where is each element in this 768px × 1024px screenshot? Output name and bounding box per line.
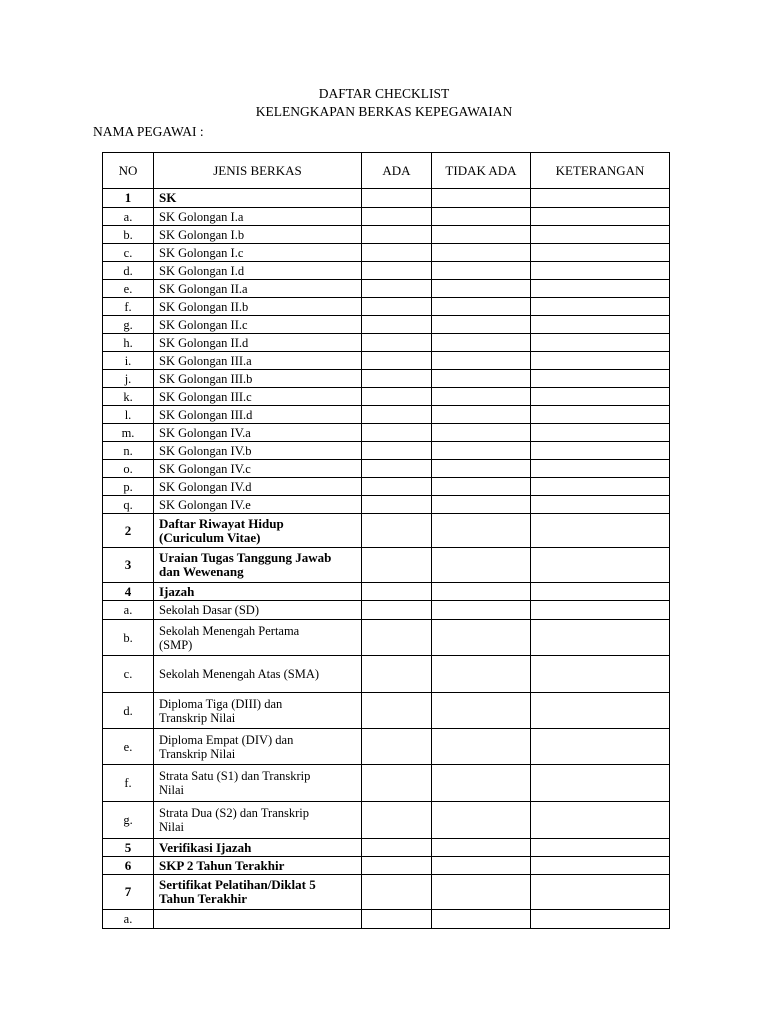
document-type xyxy=(154,548,362,583)
row-number: f. xyxy=(103,765,154,802)
row-number: c. xyxy=(103,244,154,262)
document-type xyxy=(154,496,362,514)
document-type-line: SK Golongan I.c xyxy=(159,245,244,260)
document-type xyxy=(154,514,362,548)
ada-cell xyxy=(362,334,432,352)
table-row xyxy=(103,656,670,693)
row-number: p. xyxy=(103,478,154,496)
table-row xyxy=(103,601,670,620)
document-type-line: SK Golongan I.b xyxy=(159,227,245,242)
ada-cell xyxy=(362,548,432,583)
document-type xyxy=(154,620,362,656)
tidak-ada-cell xyxy=(432,729,531,765)
keterangan-cell xyxy=(531,262,670,280)
document-type-line: SK Golongan II.a xyxy=(159,281,248,296)
table-row xyxy=(103,693,670,729)
table-row xyxy=(103,729,670,765)
document-type-line: SK Golongan IV.d xyxy=(159,479,252,494)
document-type xyxy=(154,244,362,262)
ada-cell xyxy=(362,839,432,857)
document-type-line: dan Wewenang xyxy=(159,564,244,579)
keterangan-cell xyxy=(531,316,670,334)
tidak-ada-cell xyxy=(432,262,531,280)
keterangan-cell xyxy=(531,442,670,460)
tidak-ada-cell xyxy=(432,802,531,839)
tidak-ada-cell xyxy=(432,656,531,693)
keterangan-cell xyxy=(531,352,670,370)
table-body xyxy=(103,189,670,929)
keterangan-cell xyxy=(531,601,670,620)
table-row xyxy=(103,406,670,424)
document-type xyxy=(154,839,362,857)
keterangan-cell xyxy=(531,802,670,839)
table-row xyxy=(103,226,670,244)
keterangan-cell xyxy=(531,620,670,656)
ada-cell xyxy=(362,910,432,929)
ada-cell xyxy=(362,656,432,693)
row-number: h. xyxy=(103,334,154,352)
document-type-line: SK Golongan IV.c xyxy=(159,461,251,476)
document-type-line: SK Golongan IV.b xyxy=(159,443,252,458)
ada-cell xyxy=(362,765,432,802)
keterangan-cell xyxy=(531,370,670,388)
document-type-line: Uraian Tugas Tanggung Jawab xyxy=(159,550,332,565)
row-number: e. xyxy=(103,729,154,765)
keterangan-cell xyxy=(531,583,670,601)
keterangan-cell xyxy=(531,244,670,262)
document-type xyxy=(154,729,362,765)
table-row xyxy=(103,765,670,802)
document-type-line: SK Golongan III.c xyxy=(159,389,252,404)
keterangan-cell xyxy=(531,334,670,352)
table-row xyxy=(103,583,670,601)
ada-cell xyxy=(362,693,432,729)
ada-cell xyxy=(362,601,432,620)
document-type-line: SK xyxy=(159,190,177,205)
ada-cell xyxy=(362,424,432,442)
keterangan-cell xyxy=(531,693,670,729)
document-type-line: SK Golongan III.d xyxy=(159,407,253,422)
ada-cell xyxy=(362,352,432,370)
document-type xyxy=(154,478,362,496)
document-type-line: Nilai xyxy=(159,783,184,797)
ada-cell xyxy=(362,406,432,424)
document-type xyxy=(154,601,362,620)
document-type xyxy=(154,442,362,460)
row-number: f. xyxy=(103,298,154,316)
tidak-ada-cell xyxy=(432,280,531,298)
row-number: l. xyxy=(103,406,154,424)
table-row xyxy=(103,460,670,478)
table-row xyxy=(103,910,670,929)
keterangan-cell xyxy=(531,460,670,478)
document-subtitle: KELENGKAPAN BERKAS KEPEGAWAIAN xyxy=(255,104,513,119)
tidak-ada-cell xyxy=(432,370,531,388)
document-type xyxy=(154,460,362,478)
table-row xyxy=(103,189,670,208)
keterangan-cell xyxy=(531,857,670,875)
tidak-ada-cell xyxy=(432,583,531,601)
document-type xyxy=(154,370,362,388)
tidak-ada-cell xyxy=(432,620,531,656)
column-header-no: NO xyxy=(103,153,154,189)
tidak-ada-cell xyxy=(432,857,531,875)
ada-cell xyxy=(362,370,432,388)
row-number: o. xyxy=(103,460,154,478)
row-number: g. xyxy=(103,316,154,334)
document-type xyxy=(154,226,362,244)
row-number: c. xyxy=(103,656,154,693)
ada-cell xyxy=(362,875,432,910)
table-row xyxy=(103,388,670,406)
document-type-line: SK Golongan IV.e xyxy=(159,497,251,512)
ada-cell xyxy=(362,442,432,460)
row-number: 6 xyxy=(103,857,154,875)
document-type xyxy=(154,583,362,601)
table-row xyxy=(103,280,670,298)
tidak-ada-cell xyxy=(432,298,531,316)
document-type-line: SK Golongan I.d xyxy=(159,263,245,278)
keterangan-cell xyxy=(531,424,670,442)
row-number: 4 xyxy=(103,583,154,601)
ada-cell xyxy=(362,208,432,226)
document-type xyxy=(154,857,362,875)
keterangan-cell xyxy=(531,656,670,693)
table-row xyxy=(103,244,670,262)
keterangan-cell xyxy=(531,388,670,406)
document-type-line: SKP 2 Tahun Terakhir xyxy=(159,857,285,873)
ada-cell xyxy=(362,262,432,280)
row-number: 3 xyxy=(103,548,154,583)
document-type-line: Transkrip Nilai xyxy=(159,710,236,725)
table-row xyxy=(103,424,670,442)
document-type-line: Sekolah Menengah Pertama xyxy=(159,623,300,638)
keterangan-cell xyxy=(531,910,670,929)
row-number: a. xyxy=(103,910,154,929)
document-type-line: Diploma Tiga (DIII) dan xyxy=(159,696,283,711)
document-type-line: SK Golongan II.b xyxy=(159,299,249,314)
row-number: a. xyxy=(103,208,154,226)
tidak-ada-cell xyxy=(432,514,531,548)
row-number: q. xyxy=(103,496,154,514)
employee-name-label: NAMA PEGAWAI : xyxy=(93,124,204,139)
ada-cell xyxy=(362,244,432,262)
ada-cell xyxy=(362,620,432,656)
table-row xyxy=(103,514,670,548)
keterangan-cell xyxy=(531,875,670,910)
tidak-ada-cell xyxy=(432,406,531,424)
row-number: 5 xyxy=(103,839,154,857)
table-row xyxy=(103,370,670,388)
table-row xyxy=(103,548,670,583)
document-type xyxy=(154,262,362,280)
document-type-line: Verifikasi Ijazah xyxy=(159,839,252,855)
row-number: e. xyxy=(103,280,154,298)
ada-cell xyxy=(362,496,432,514)
row-number: k. xyxy=(103,388,154,406)
tidak-ada-cell xyxy=(432,875,531,910)
table-row xyxy=(103,620,670,656)
tidak-ada-cell xyxy=(432,496,531,514)
tidak-ada-cell xyxy=(432,334,531,352)
keterangan-cell xyxy=(531,478,670,496)
table-header-row xyxy=(103,153,670,189)
document-type xyxy=(154,693,362,729)
tidak-ada-cell xyxy=(432,424,531,442)
ada-cell xyxy=(362,226,432,244)
table-row xyxy=(103,298,670,316)
document-type-line: Ijazah xyxy=(159,583,195,599)
table-row xyxy=(103,839,670,857)
table-row xyxy=(103,802,670,839)
table-row xyxy=(103,442,670,460)
ada-cell xyxy=(362,857,432,875)
document-type-line: SK Golongan I.a xyxy=(159,209,244,224)
keterangan-cell xyxy=(531,226,670,244)
ada-cell xyxy=(362,316,432,334)
keterangan-cell xyxy=(531,765,670,802)
row-number: 7 xyxy=(103,875,154,910)
keterangan-cell xyxy=(531,514,670,548)
document-type-line: Sekolah Dasar (SD) xyxy=(159,603,259,617)
row-number: b. xyxy=(103,620,154,656)
tidak-ada-cell xyxy=(432,316,531,334)
table-row xyxy=(103,334,670,352)
table-row xyxy=(103,875,670,910)
keterangan-cell xyxy=(531,839,670,857)
document-type-line: Tahun Terakhir xyxy=(159,891,248,906)
tidak-ada-cell xyxy=(432,388,531,406)
tidak-ada-cell xyxy=(432,601,531,620)
tidak-ada-cell xyxy=(432,910,531,929)
document-type xyxy=(154,910,362,929)
document-type xyxy=(154,334,362,352)
document-type-line: Sekolah Menengah Atas (SMA) xyxy=(159,667,320,681)
ada-cell xyxy=(362,583,432,601)
table-row xyxy=(103,208,670,226)
document-type-line: (SMP) xyxy=(159,637,193,652)
document-type-line: SK Golongan III.b xyxy=(159,371,253,386)
tidak-ada-cell xyxy=(432,765,531,802)
ada-cell xyxy=(362,298,432,316)
column-header-jenis-berkas: JENIS BERKAS xyxy=(154,153,362,189)
document-type-line: SK Golongan III.a xyxy=(159,353,252,368)
keterangan-cell xyxy=(531,208,670,226)
column-header-tidak-ada: TIDAK ADA xyxy=(432,153,531,189)
document-type-line: Transkrip Nilai xyxy=(159,746,236,761)
document-type xyxy=(154,875,362,910)
document-type xyxy=(154,298,362,316)
document-type-line: Daftar Riwayat Hidup xyxy=(159,515,284,531)
row-number: 1 xyxy=(103,189,154,208)
ada-cell xyxy=(362,280,432,298)
document-type-line: SK Golongan II.d xyxy=(159,335,249,350)
row-number: n. xyxy=(103,442,154,460)
document-type xyxy=(154,424,362,442)
row-number: m. xyxy=(103,424,154,442)
document-type-line: Nilai xyxy=(159,820,184,834)
tidak-ada-cell xyxy=(432,548,531,583)
row-number: b. xyxy=(103,226,154,244)
tidak-ada-cell xyxy=(432,839,531,857)
row-number: a. xyxy=(103,601,154,620)
table-row xyxy=(103,478,670,496)
table-row xyxy=(103,857,670,875)
row-number: d. xyxy=(103,693,154,729)
table-row xyxy=(103,262,670,280)
row-number: j. xyxy=(103,370,154,388)
document-type xyxy=(154,388,362,406)
tidak-ada-cell xyxy=(432,208,531,226)
tidak-ada-cell xyxy=(432,244,531,262)
document-type xyxy=(154,352,362,370)
tidak-ada-cell xyxy=(432,693,531,729)
keterangan-cell xyxy=(531,189,670,208)
table-row xyxy=(103,352,670,370)
ada-cell xyxy=(362,189,432,208)
keterangan-cell xyxy=(531,280,670,298)
row-number: 2 xyxy=(103,514,154,548)
ada-cell xyxy=(362,514,432,548)
document-title: DAFTAR CHECKLIST xyxy=(318,86,450,101)
tidak-ada-cell xyxy=(432,226,531,244)
tidak-ada-cell xyxy=(432,460,531,478)
ada-cell xyxy=(362,460,432,478)
document-type-line: Strata Satu (S1) dan Transkrip xyxy=(159,769,311,783)
document-type xyxy=(154,765,362,802)
document-type xyxy=(154,280,362,298)
document-type-line: Sertifikat Pelatihan/Diklat 5 xyxy=(159,877,316,892)
document-type xyxy=(154,406,362,424)
row-number: g. xyxy=(103,802,154,839)
keterangan-cell xyxy=(531,548,670,583)
tidak-ada-cell xyxy=(432,478,531,496)
table-row xyxy=(103,496,670,514)
tidak-ada-cell xyxy=(432,442,531,460)
document-type xyxy=(154,189,362,208)
document-type-line: (Curiculum Vitae) xyxy=(159,529,261,545)
tidak-ada-cell xyxy=(432,189,531,208)
table-row xyxy=(103,316,670,334)
document-type xyxy=(154,802,362,839)
column-header-ada: ADA xyxy=(362,153,432,189)
ada-cell xyxy=(362,478,432,496)
checklist-table xyxy=(102,152,670,929)
ada-cell xyxy=(362,729,432,765)
document-type-line: Diploma Empat (DIV) dan xyxy=(159,732,294,747)
ada-cell xyxy=(362,388,432,406)
document-type xyxy=(154,316,362,334)
tidak-ada-cell xyxy=(432,352,531,370)
keterangan-cell xyxy=(531,496,670,514)
row-number: d. xyxy=(103,262,154,280)
document-type xyxy=(154,656,362,693)
keterangan-cell xyxy=(531,406,670,424)
column-header-keterangan: KETERANGAN xyxy=(531,153,670,189)
keterangan-cell xyxy=(531,729,670,765)
document-type-line: Strata Dua (S2) dan Transkrip xyxy=(159,806,309,820)
ada-cell xyxy=(362,802,432,839)
document-type-line: SK Golongan II.c xyxy=(159,317,248,332)
document-type xyxy=(154,208,362,226)
keterangan-cell xyxy=(531,298,670,316)
document-type-line: SK Golongan IV.a xyxy=(159,425,251,440)
row-number: i. xyxy=(103,352,154,370)
